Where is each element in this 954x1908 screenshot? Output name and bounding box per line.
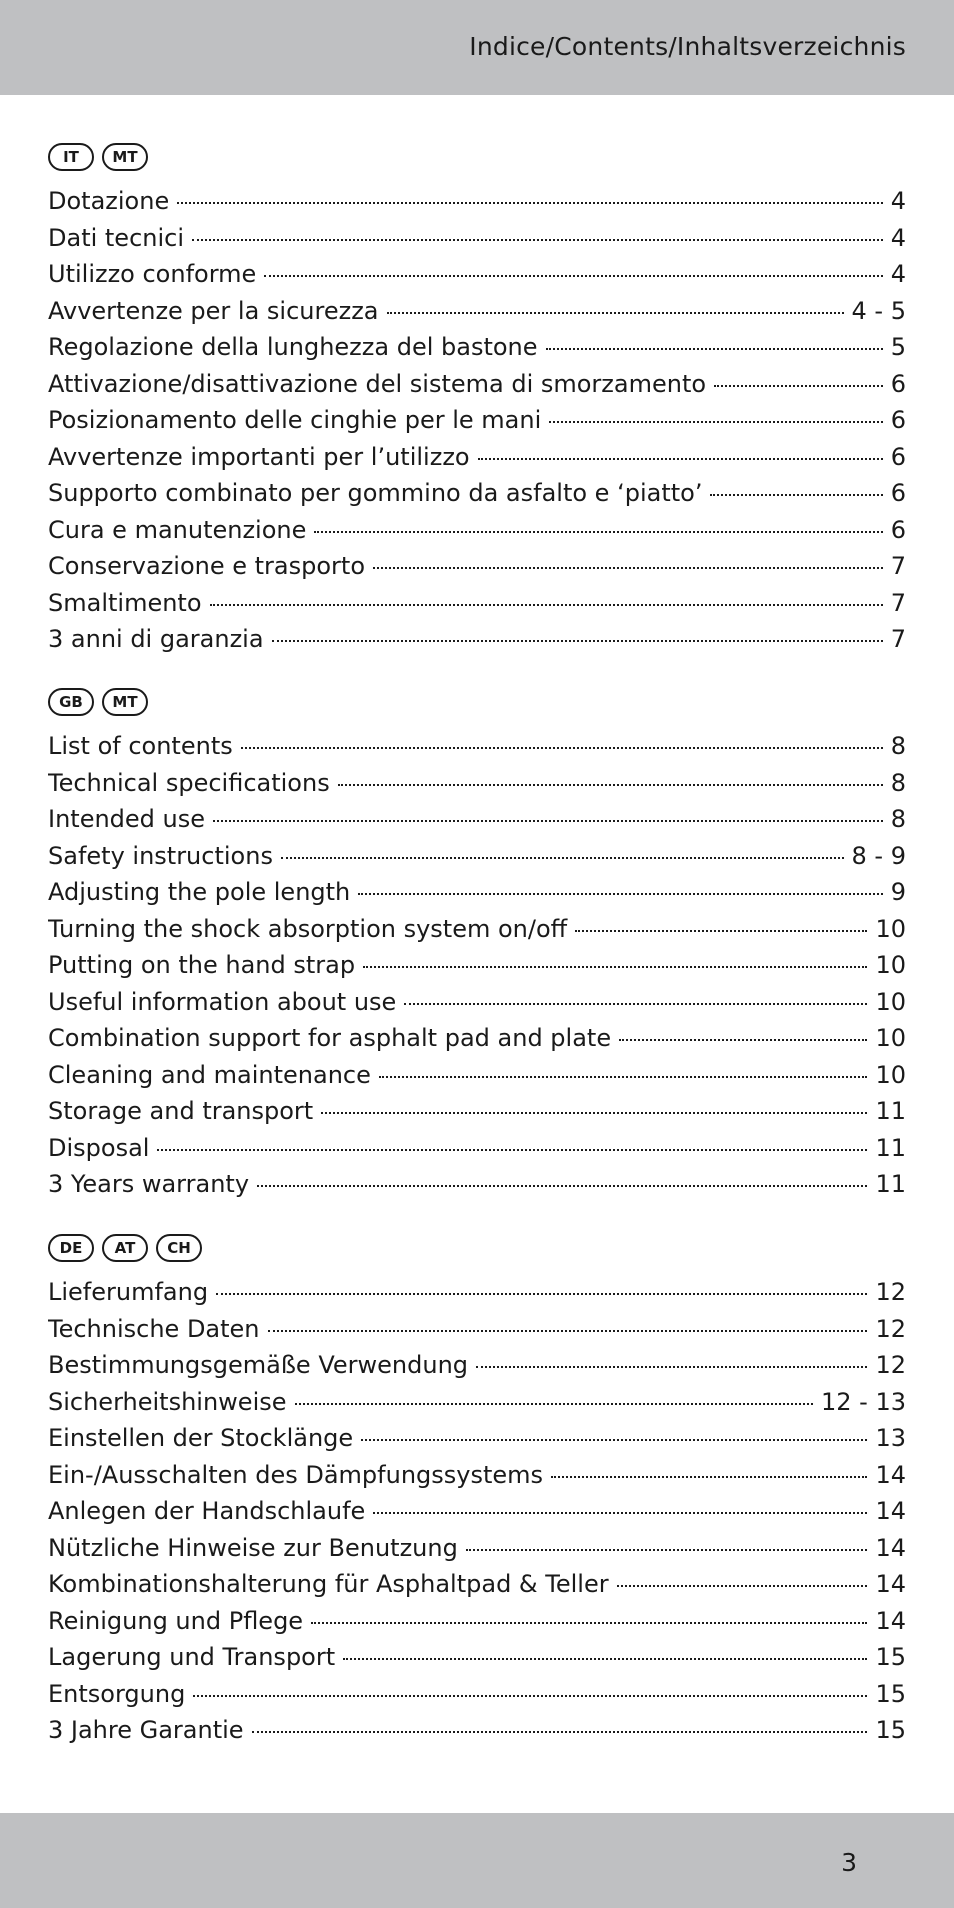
toc-entry-title: Sicherheitshinweise xyxy=(48,1387,287,1416)
toc-entry-title: Combination support for asphalt pad and plate xyxy=(48,1024,612,1052)
toc-entry-page: 7 xyxy=(890,588,906,617)
toc-entry xyxy=(48,402,906,439)
toc-entry xyxy=(48,765,906,802)
page-title: Indice/Contents/Inhaltsverzeichnis xyxy=(469,32,906,61)
toc-entry-page: 12 - 13 xyxy=(821,1387,906,1416)
dot-leader xyxy=(714,384,883,387)
toc-entry-title: Entsorgung xyxy=(48,1679,186,1708)
toc-entry xyxy=(48,183,906,220)
toc-entry xyxy=(48,512,906,549)
toc-entry xyxy=(48,1566,906,1603)
dot-leader xyxy=(343,1657,867,1660)
toc-entry-title: Avvertenze importanti per l’utilizzo xyxy=(48,442,470,471)
language-badges xyxy=(48,143,906,171)
dot-leader xyxy=(268,1329,868,1332)
toc-entry xyxy=(48,1166,906,1203)
dot-leader xyxy=(546,347,883,350)
dot-leader xyxy=(311,1621,867,1624)
dot-leader xyxy=(252,1730,868,1733)
dot-leader xyxy=(241,746,883,749)
dot-leader xyxy=(272,639,883,642)
toc-entry-title: List of contents xyxy=(48,732,233,760)
toc-entry xyxy=(48,1493,906,1530)
toc-entry xyxy=(48,1530,906,1567)
toc-entry xyxy=(48,838,906,875)
toc-entry-page: 11 xyxy=(875,1133,906,1162)
toc-entry xyxy=(48,947,906,984)
toc-entry-title: Cura e manutenzione xyxy=(48,515,307,544)
dot-leader xyxy=(314,530,882,533)
toc-entry-page: 14 xyxy=(875,1460,906,1489)
language-badge-ch: CH xyxy=(156,1234,202,1262)
language-badge-mt: MT xyxy=(102,143,148,171)
toc-entry-title: Bestimmungsgemäße Verwendung xyxy=(48,1351,469,1379)
dot-leader xyxy=(575,929,867,932)
toc-entry xyxy=(48,329,906,366)
toc-entry-page: 12 xyxy=(875,1278,906,1306)
toc-entry xyxy=(48,1603,906,1640)
dot-leader xyxy=(213,819,883,822)
language-badge-de: DE xyxy=(48,1234,94,1262)
toc-entry-page: 12 xyxy=(875,1351,906,1379)
dot-leader xyxy=(466,1548,868,1551)
toc-entry xyxy=(48,1347,906,1384)
toc-entry-page: 8 xyxy=(890,805,906,833)
toc-entry-page: 10 xyxy=(875,951,906,979)
toc-entry-title: Cleaning and maintenance xyxy=(48,1060,371,1089)
toc-entry-title: Utilizzo conforme xyxy=(48,260,257,288)
toc-entry-page: 14 xyxy=(875,1606,906,1635)
dot-leader xyxy=(358,892,882,895)
toc-entry-title: Kombinationshalterung für Asphaltpad & Teller xyxy=(48,1570,609,1598)
toc-entry-title: Turning the shock absorption system on/off xyxy=(48,914,568,943)
toc-entry-title: Intended use xyxy=(48,805,206,833)
toc-entry-page: 6 xyxy=(890,479,906,507)
toc-entry xyxy=(48,475,906,512)
dot-leader xyxy=(157,1148,867,1151)
toc-entry xyxy=(48,984,906,1021)
dot-leader xyxy=(338,783,883,786)
toc-entry xyxy=(48,874,906,911)
dot-leader xyxy=(257,1184,867,1187)
toc-entry-page: 10 xyxy=(875,1024,906,1052)
toc-entry xyxy=(48,548,906,585)
dot-leader xyxy=(192,238,883,241)
dot-leader xyxy=(373,566,883,569)
language-badge-it: IT xyxy=(48,143,94,171)
toc-entry-title: 3 Years warranty xyxy=(48,1170,250,1198)
language-badge-at: AT xyxy=(102,1234,148,1262)
dot-leader xyxy=(549,420,882,423)
dot-leader xyxy=(476,1365,867,1368)
toc-entry-page: 11 xyxy=(875,1170,906,1198)
toc-entry-title: Lagerung und Transport xyxy=(48,1643,336,1671)
toc-entry-page: 8 xyxy=(890,768,906,797)
toc-entry xyxy=(48,621,906,658)
toc-entry-title: Safety instructions xyxy=(48,841,273,870)
footer-bar xyxy=(0,1813,954,1908)
toc-entry xyxy=(48,1093,906,1130)
toc-entry-page: 15 xyxy=(875,1679,906,1708)
toc-entry-title: 3 anni di garanzia xyxy=(48,625,264,653)
toc-entry-title: Technische Daten xyxy=(48,1314,260,1343)
toc-entry-page: 10 xyxy=(875,987,906,1016)
toc-entry xyxy=(48,911,906,948)
toc-list xyxy=(48,183,906,658)
toc-entry xyxy=(48,256,906,293)
toc-entry-title: Einstellen der Stocklänge xyxy=(48,1424,354,1452)
toc-entry-page: 9 xyxy=(890,878,906,906)
toc-entry-page: 6 xyxy=(890,515,906,544)
toc-entry-page: 4 xyxy=(890,260,906,288)
toc-entry-title: Nützliche Hinweise zur Benutzung xyxy=(48,1533,458,1562)
toc-entry xyxy=(48,801,906,838)
dot-leader xyxy=(295,1402,814,1405)
toc-entry xyxy=(48,585,906,622)
toc-section-de-at-ch xyxy=(48,1234,906,1749)
dot-leader xyxy=(210,603,883,606)
toc-entry xyxy=(48,293,906,330)
toc-entry-page: 11 xyxy=(875,1097,906,1125)
toc-entry-page: 8 - 9 xyxy=(851,841,906,870)
toc-entry xyxy=(48,1384,906,1421)
toc-entry-title: Avvertenze per la sicurezza xyxy=(48,296,379,325)
toc-entry-title: Dati tecnici xyxy=(48,223,185,252)
dot-leader xyxy=(617,1584,868,1587)
dot-leader xyxy=(321,1111,867,1114)
toc-entry-title: Dotazione xyxy=(48,187,170,215)
toc-entry-title: Technical specifications xyxy=(48,768,330,797)
toc-entry-title: Supporto combinato per gommino da asfalto e ‘piatto’ xyxy=(48,479,703,507)
toc-entry-title: Regolazione della lunghezza del bastone xyxy=(48,333,538,361)
toc-entry-page: 6 xyxy=(890,369,906,398)
toc-entry-page: 7 xyxy=(890,552,906,580)
dot-leader xyxy=(361,1438,867,1441)
toc-entry-page: 14 xyxy=(875,1497,906,1525)
toc-entry-title: Anlegen der Handschlaufe xyxy=(48,1497,366,1525)
toc-entry-title: Posizionamento delle cinghie per le mani xyxy=(48,406,542,434)
toc-entry xyxy=(48,220,906,257)
toc-entry xyxy=(48,1020,906,1057)
toc-entry-page: 10 xyxy=(875,914,906,943)
toc-entry-title: Disposal xyxy=(48,1133,150,1162)
toc-entry-title: Putting on the hand strap xyxy=(48,951,356,979)
dot-leader xyxy=(387,311,844,314)
toc-section-it-mt xyxy=(48,143,906,658)
header-bar xyxy=(0,0,954,95)
toc-entry xyxy=(48,1457,906,1494)
dot-leader xyxy=(264,274,882,277)
toc-entry-title: Conservazione e trasporto xyxy=(48,552,366,580)
dot-leader xyxy=(193,1694,867,1697)
toc-entry-page: 10 xyxy=(875,1060,906,1089)
toc-section-gb-mt xyxy=(48,688,906,1203)
toc-entry-page: 6 xyxy=(890,442,906,471)
toc-entry-page: 8 xyxy=(890,732,906,760)
toc-entry xyxy=(48,1311,906,1348)
language-badges xyxy=(48,1234,906,1262)
toc-entry-page: 14 xyxy=(875,1533,906,1562)
toc-entry-title: Useful information about use xyxy=(48,987,397,1016)
language-badges xyxy=(48,688,906,716)
toc-entry-page: 15 xyxy=(875,1716,906,1744)
dot-leader xyxy=(710,493,882,496)
dot-leader xyxy=(619,1038,867,1041)
toc-entry-page: 4 xyxy=(890,223,906,252)
toc-entry-page: 12 xyxy=(875,1314,906,1343)
toc-entry-page: 5 xyxy=(890,333,906,361)
toc-entry xyxy=(48,1057,906,1094)
toc-entry-page: 4 - 5 xyxy=(851,296,906,325)
language-badge-gb: GB xyxy=(48,688,94,716)
toc-entry xyxy=(48,1639,906,1676)
toc-entry xyxy=(48,439,906,476)
language-badge-mt: MT xyxy=(102,688,148,716)
toc-entry-title: Adjusting the pole length xyxy=(48,878,351,906)
dot-leader xyxy=(281,856,844,859)
toc-entry-title: Lieferumfang xyxy=(48,1278,209,1306)
toc-entry-title: Smaltimento xyxy=(48,588,202,617)
toc-entry xyxy=(48,366,906,403)
toc-entry-title: Ein-/Ausschalten des Dämpfungssystems xyxy=(48,1460,544,1489)
toc-entry xyxy=(48,1420,906,1457)
toc-entry-page: 7 xyxy=(890,625,906,653)
page-number: 3 xyxy=(841,1848,857,1877)
dot-leader xyxy=(373,1511,867,1514)
dot-leader xyxy=(177,201,883,204)
dot-leader xyxy=(551,1475,867,1478)
toc-entry xyxy=(48,1676,906,1713)
toc-entry-title: Storage and transport xyxy=(48,1097,314,1125)
toc-list xyxy=(48,1274,906,1749)
toc-entry-page: 14 xyxy=(875,1570,906,1598)
toc-entry-title: 3 Jahre Garantie xyxy=(48,1716,244,1744)
toc-entry-page: 13 xyxy=(875,1424,906,1452)
toc-entry-title: Attivazione/disattivazione del sistema di smorzamento xyxy=(48,369,707,398)
toc-entry-page: 15 xyxy=(875,1643,906,1671)
toc-entry xyxy=(48,728,906,765)
toc-entry xyxy=(48,1130,906,1167)
dot-leader xyxy=(379,1075,868,1078)
toc-entry xyxy=(48,1712,906,1749)
dot-leader xyxy=(363,965,867,968)
toc-entry-title: Reinigung und Pflege xyxy=(48,1606,304,1635)
dot-leader xyxy=(478,457,883,460)
toc-entry xyxy=(48,1274,906,1311)
dot-leader xyxy=(216,1292,867,1295)
toc-entry-page: 4 xyxy=(890,187,906,215)
toc-list xyxy=(48,728,906,1203)
dot-leader xyxy=(404,1002,867,1005)
toc-entry-page: 6 xyxy=(890,406,906,434)
